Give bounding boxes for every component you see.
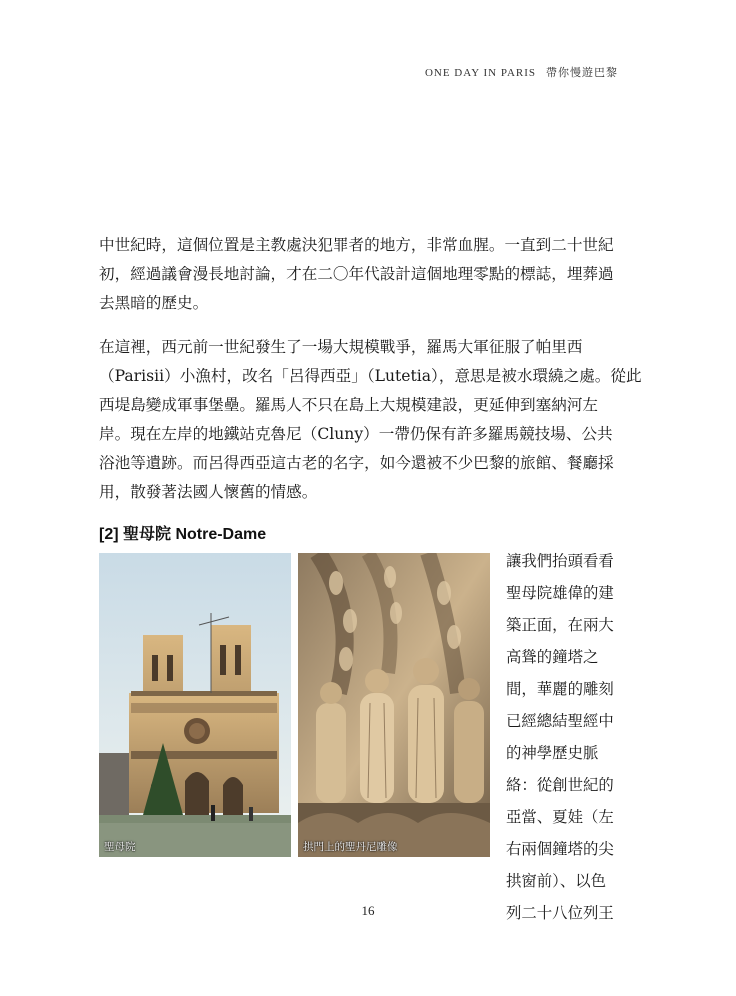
side-text-line: 列二十八位列王 — [506, 904, 614, 922]
side-text-line: 高聳的鐘塔之 — [506, 648, 599, 666]
photo-notre-dame — [99, 553, 291, 857]
side-text-line: 絡：從創世紀的 — [506, 776, 614, 794]
header-title-en: ONE DAY IN PARIS — [424, 67, 536, 79]
paragraph-line: 在這裡，西元前一世紀發生了一場大規模戰爭，羅馬大軍征服了帕里西 — [99, 338, 583, 356]
side-text-line: 的神學歷史脈 — [506, 744, 599, 762]
side-text-line: 亞當、夏娃（左 — [506, 808, 614, 826]
paragraph-line: 浴池等遺跡。而呂得西亞這古老的名字，如今還被不少巴黎的旅館、餐廳採 — [99, 454, 614, 472]
section-title: [2] 聖母院 Notre-Dame — [99, 526, 267, 543]
side-text-line: 拱窗前）、以色 — [506, 872, 607, 890]
paragraph-line: 用，散發著法國人懷舊的情感。 — [99, 483, 318, 501]
photo-caption: 拱門上的聖丹尼雕像 — [303, 841, 398, 853]
page-number: 16 — [361, 903, 375, 918]
paragraph-line: （Parisii）小漁村，改名「呂得西亞」（Lutetia），意思是被水環繞之處。從此 — [99, 367, 642, 385]
paragraph-line: 中世紀時，這個位置是主教處決犯罪者的地方，非常血腥。一直到二十世紀 — [99, 236, 614, 254]
side-text-line: 築正面，在兩大 — [506, 616, 614, 634]
running-header — [425, 64, 618, 80]
side-text-line: 聖母院雄偉的建 — [506, 584, 614, 602]
portal-statues-illustration — [298, 553, 490, 857]
paragraph-line: 去黑暗的歷史。 — [99, 294, 209, 312]
paragraph-line: 西堤島變成軍事堡壘。羅馬人不只在島上大規模建設，更延伸到塞納河左 — [99, 396, 599, 414]
paragraph-1 — [99, 231, 635, 318]
side-text — [506, 545, 616, 929]
photo-saint-denis — [298, 553, 490, 857]
notre-dame-facade-illustration — [99, 553, 291, 857]
side-text-line: 已經總結聖經中 — [506, 712, 614, 730]
side-text-line: 間，華麗的雕刻 — [506, 680, 614, 698]
paragraph-line: 岸。現在左岸的地鐵站克魯尼（Cluny）一帶仍保有許多羅馬競技場、公共 — [99, 425, 613, 443]
side-text-line: 右兩個鐘塔的尖 — [506, 840, 614, 858]
photo-caption: 聖母院 — [104, 841, 136, 853]
side-text-line: 讓我們抬頭看看 — [506, 552, 614, 570]
paragraph-line: 初，經過議會漫長地討論，才在二〇年代設計這個地理零點的標誌，埋葬過 — [99, 265, 614, 283]
paragraph-2 — [99, 333, 642, 507]
header-title-cn: 帶你慢遊巴黎 — [546, 67, 618, 79]
